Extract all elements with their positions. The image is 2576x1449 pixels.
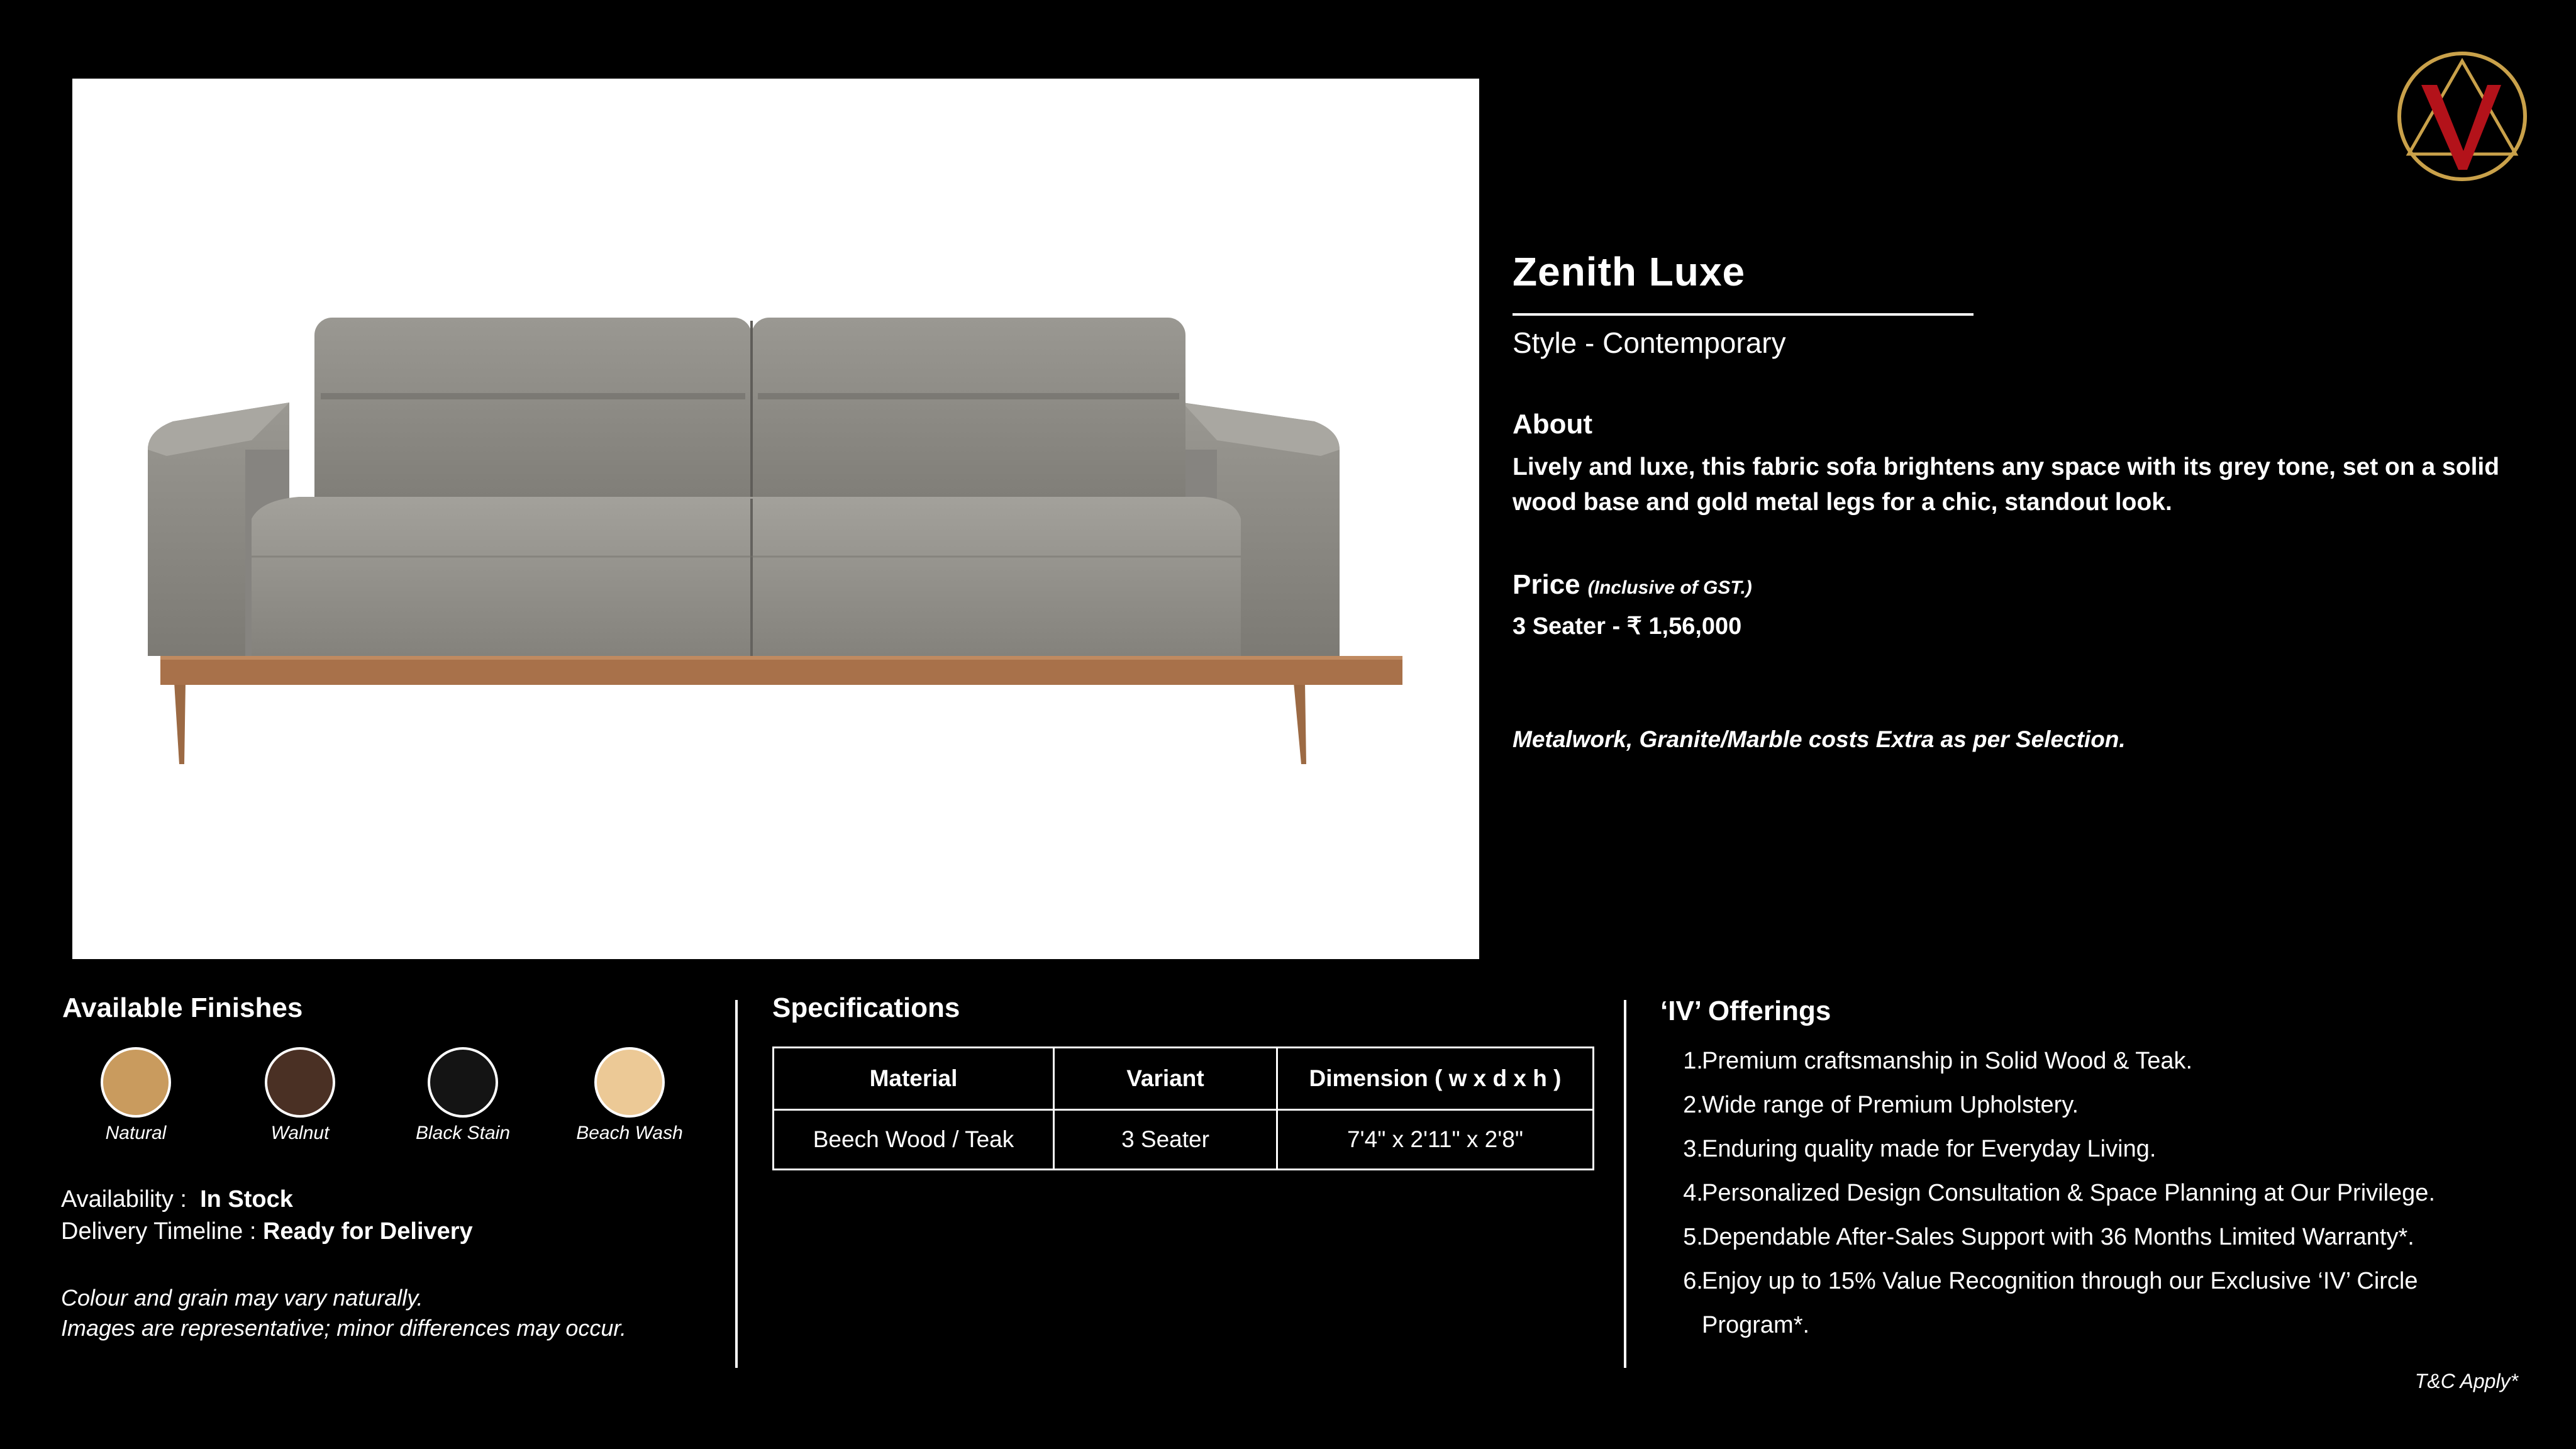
finish-black-stain[interactable] [406,1047,519,1144]
list-number: 4. [1683,1180,1703,1206]
list-number: 3. [1683,1136,1703,1162]
disclaimer-line: Images are representative; minor differences may occur. [61,1315,627,1341]
finish-beach-wash[interactable] [573,1047,686,1144]
table-cell: Beech Wood / Teak [774,1110,1054,1170]
finish-swatch [101,1047,171,1118]
table-header-row [774,1048,1594,1110]
section-divider [1624,1000,1626,1368]
offerings-heading: ‘IV’ Offerings [1660,996,1831,1026]
price-gst-note: (Inclusive of GST.) [1587,577,1752,598]
table-cell: 7'4" x 2'11" x 2'8" [1277,1110,1594,1170]
about-text: Lively and luxe, this fabric sofa brightens any space with its grey tone, set on a solid wood base and gold metal legs for a chic, standout look. [1513,453,2500,516]
availability-line [61,1186,293,1213]
price-value: 3 Seater - ₹ 1,56,000 [1513,613,1742,640]
finish-walnut[interactable] [243,1047,357,1144]
logo-triangle [2409,61,2516,154]
list-text: Personalized Design Consultation & Space Planning at Our Privilege. [1702,1180,2435,1206]
list-text: Premium craftsmanship in Solid Wood & Teak. [1702,1048,2193,1074]
delivery-line [61,1218,473,1245]
finish-label: Beach Wash [576,1123,683,1143]
delivery-label: Delivery Timeline : [61,1218,257,1245]
availability-value: In Stock [200,1186,293,1213]
list-number: 1. [1683,1048,1703,1074]
list-number: 6. [1683,1268,1703,1294]
list-number: 2. [1683,1092,1703,1118]
table-header: Dimension ( w x d x h ) [1277,1048,1594,1110]
finish-label: Natural [105,1123,167,1143]
finish-swatch [428,1047,498,1118]
finishes-heading: Available Finishes [62,992,303,1023]
brand-logo [2393,47,2531,186]
list-text: Program*. [1702,1312,1810,1338]
product-style: Style - Contemporary [1513,326,1786,359]
about-heading: About [1513,409,1593,440]
specifications-table [772,1046,1594,1170]
table-row [774,1110,1594,1170]
table-header: Material [774,1048,1054,1110]
finish-swatch [594,1047,665,1118]
finish-natural[interactable] [79,1047,192,1144]
price-heading-label: Price [1513,569,1580,600]
list-text: Wide range of Premium Upholstery. [1702,1092,2079,1118]
terms-note: T&C Apply* [2414,1370,2518,1392]
sofa-illustration [72,79,1479,959]
title-underline [1513,313,1974,316]
product-image [72,79,1479,959]
logo-v-letter [2421,85,2501,170]
finish-label: Black Stain [415,1123,511,1143]
disclaimer-line: Colour and grain may vary naturally. [61,1285,423,1311]
finish-label: Walnut [270,1123,330,1143]
finish-swatch [265,1047,335,1118]
list-number: 5. [1683,1224,1703,1250]
delivery-value: Ready for Delivery [262,1218,473,1245]
extra-cost-note: Metalwork, Granite/Marble costs Extra as per Selection. [1513,726,2126,752]
availability-label: Availability : [61,1186,187,1213]
table-header: Variant [1054,1048,1277,1110]
list-text: Dependable After-Sales Support with 36 Months Limited Warranty*. [1702,1224,2414,1250]
list-text: Enduring quality made for Everyday Living. [1702,1136,2157,1162]
product-title: Zenith Luxe [1513,249,1746,294]
price-heading [1513,569,1752,601]
section-divider [735,1000,738,1368]
disclaimer [61,1283,626,1343]
table-cell: 3 Seater [1054,1110,1277,1170]
specifications-heading: Specifications [772,992,960,1023]
list-text: Enjoy up to 15% Value Recognition through our Exclusive ‘IV’ Circle [1702,1268,2418,1294]
